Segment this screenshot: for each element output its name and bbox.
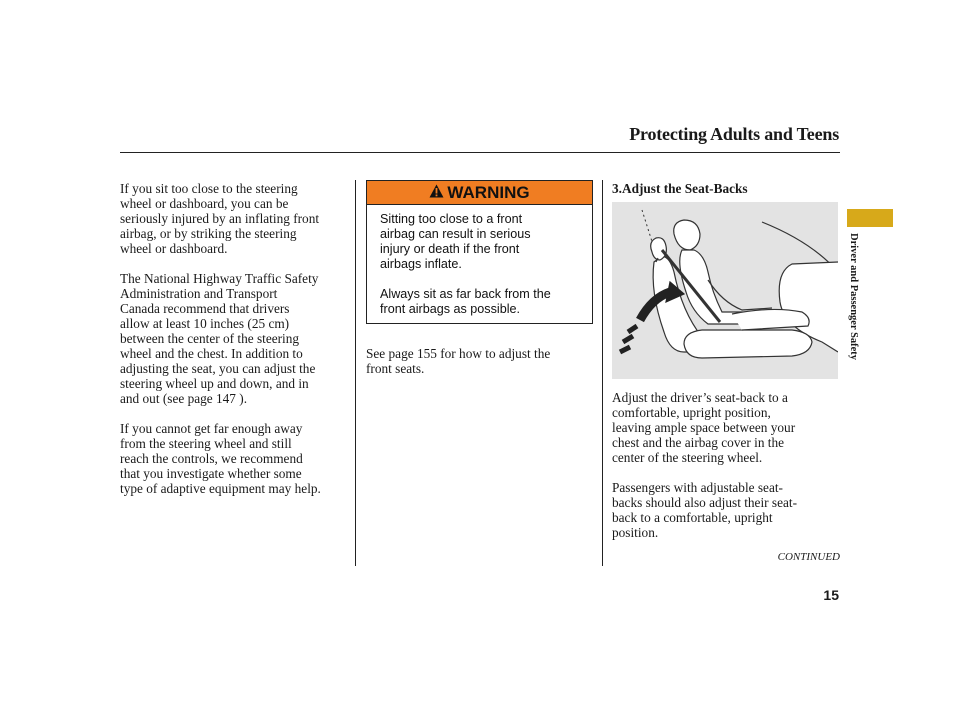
column-middle: [366, 180, 594, 376]
paragraph-driver-seat-back: Adjust the driver’s seat-back to a comfortable, upright position, leaving ample space between your chest and the airbag cover in the center of the steering wheel.: [612, 390, 796, 465]
warning-text-injury: Sitting too close to a front airbag can result in serious injury or death if the front airbags inflate.: [380, 212, 531, 271]
warning-box: [366, 180, 593, 324]
page-title: Protecting Adults and Teens: [629, 124, 839, 144]
section-label: Driver and Passenger Safety: [848, 233, 859, 361]
page-number: 15: [823, 587, 839, 603]
paragraph-passenger-seat-back: Passengers with adjustable seat- backs should also adjust their seat- back to a comfortable, upright position.: [612, 480, 798, 540]
seat-back-adjustment-illustration: [612, 202, 838, 379]
column-divider-right: [602, 180, 603, 566]
column-left: [120, 181, 352, 496]
paragraph-nhtsa-recommendation: The National Highway Traffic Safety Administration and Transport Canada recommend that drivers allow at least 10 inches (25 cm) between the center of the steering wheel and the chest. In addition to adjusting the seat, you can adjust the steering wheel up and down, and in and out (see page 147 ).: [120, 271, 319, 406]
title-divider: [120, 152, 840, 153]
section-tab: [847, 209, 893, 227]
paragraph-sitting-too-close: If you sit too close to the steering wheel or dashboard, you can be seriously injured by an inflating front airbag, or by striking the steering wheel or dashboard.: [120, 181, 320, 256]
warning-header: [367, 181, 592, 205]
paragraph-adaptive-equipment: If you cannot get far enough away from the steering wheel and still reach the controls, we recommend that you investigate whether some type of adaptive equipment may help.: [120, 421, 321, 496]
column-divider-left: [355, 180, 356, 566]
warning-body: [367, 205, 592, 323]
step-heading: 3.Adjust the Seat-Backs: [612, 181, 748, 196]
column-right: [612, 181, 840, 540]
warning-text-sit-back: Always sit as far back from the front airbags as possible.: [380, 287, 551, 316]
warning-title: WARNING: [447, 183, 530, 202]
paragraph-see-page: See page 155 for how to adjust the front seats.: [366, 346, 551, 376]
warning-triangle-icon: [429, 184, 444, 201]
continued-label: CONTINUED: [777, 551, 840, 563]
